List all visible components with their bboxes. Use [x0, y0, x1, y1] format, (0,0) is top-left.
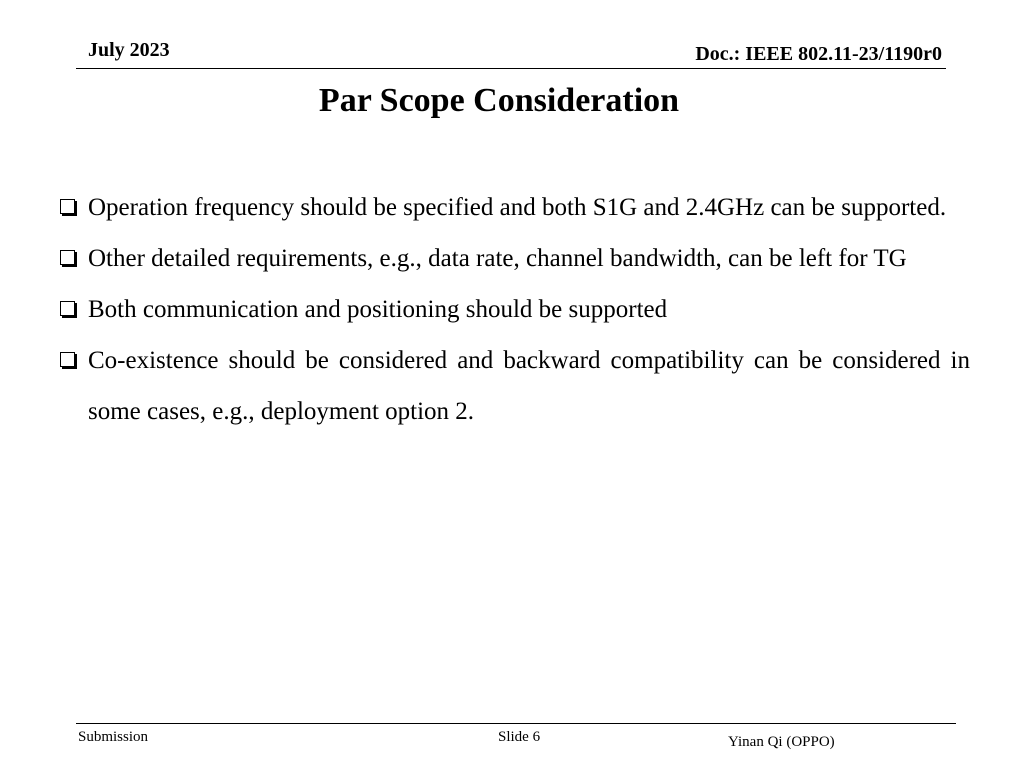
bullet-list: [60, 182, 970, 437]
slide-title: Par Scope Consideration: [318, 82, 680, 119]
footer-submission: Submission: [78, 729, 149, 745]
checkbox-bullet-icon: [60, 199, 75, 214]
bullet-item: [60, 335, 970, 437]
checkbox-bullet-icon: [60, 301, 75, 316]
checkbox-bullet-icon: [60, 352, 75, 367]
header-doc-id: Doc.: IEEE 802.11-23/1190r0: [695, 43, 942, 65]
bullet-item: [60, 182, 970, 233]
bullet-text: Operation frequency should be specified and both S1G and 2.4GHz can be supported.: [88, 194, 947, 221]
header-date: July 2023: [88, 39, 170, 61]
footer-divider: [76, 723, 956, 724]
checkbox-bullet-icon: [60, 250, 75, 265]
bullet-text: Co-existence should be considered and backward compatibility can be considered in some cases, e.g., deployment option 2.: [88, 347, 970, 425]
bullet-item: [60, 284, 970, 335]
bullet-text: Both communication and positioning should be supported: [88, 296, 668, 323]
header-divider: [76, 68, 946, 69]
bullet-item: [60, 233, 970, 284]
bullet-text: Other detailed requirements, e.g., data rate, channel bandwidth, can be left for TG: [88, 245, 907, 272]
footer-author: Yinan Qi (OPPO): [728, 734, 835, 750]
footer-slide-number: Slide 6: [498, 729, 541, 745]
